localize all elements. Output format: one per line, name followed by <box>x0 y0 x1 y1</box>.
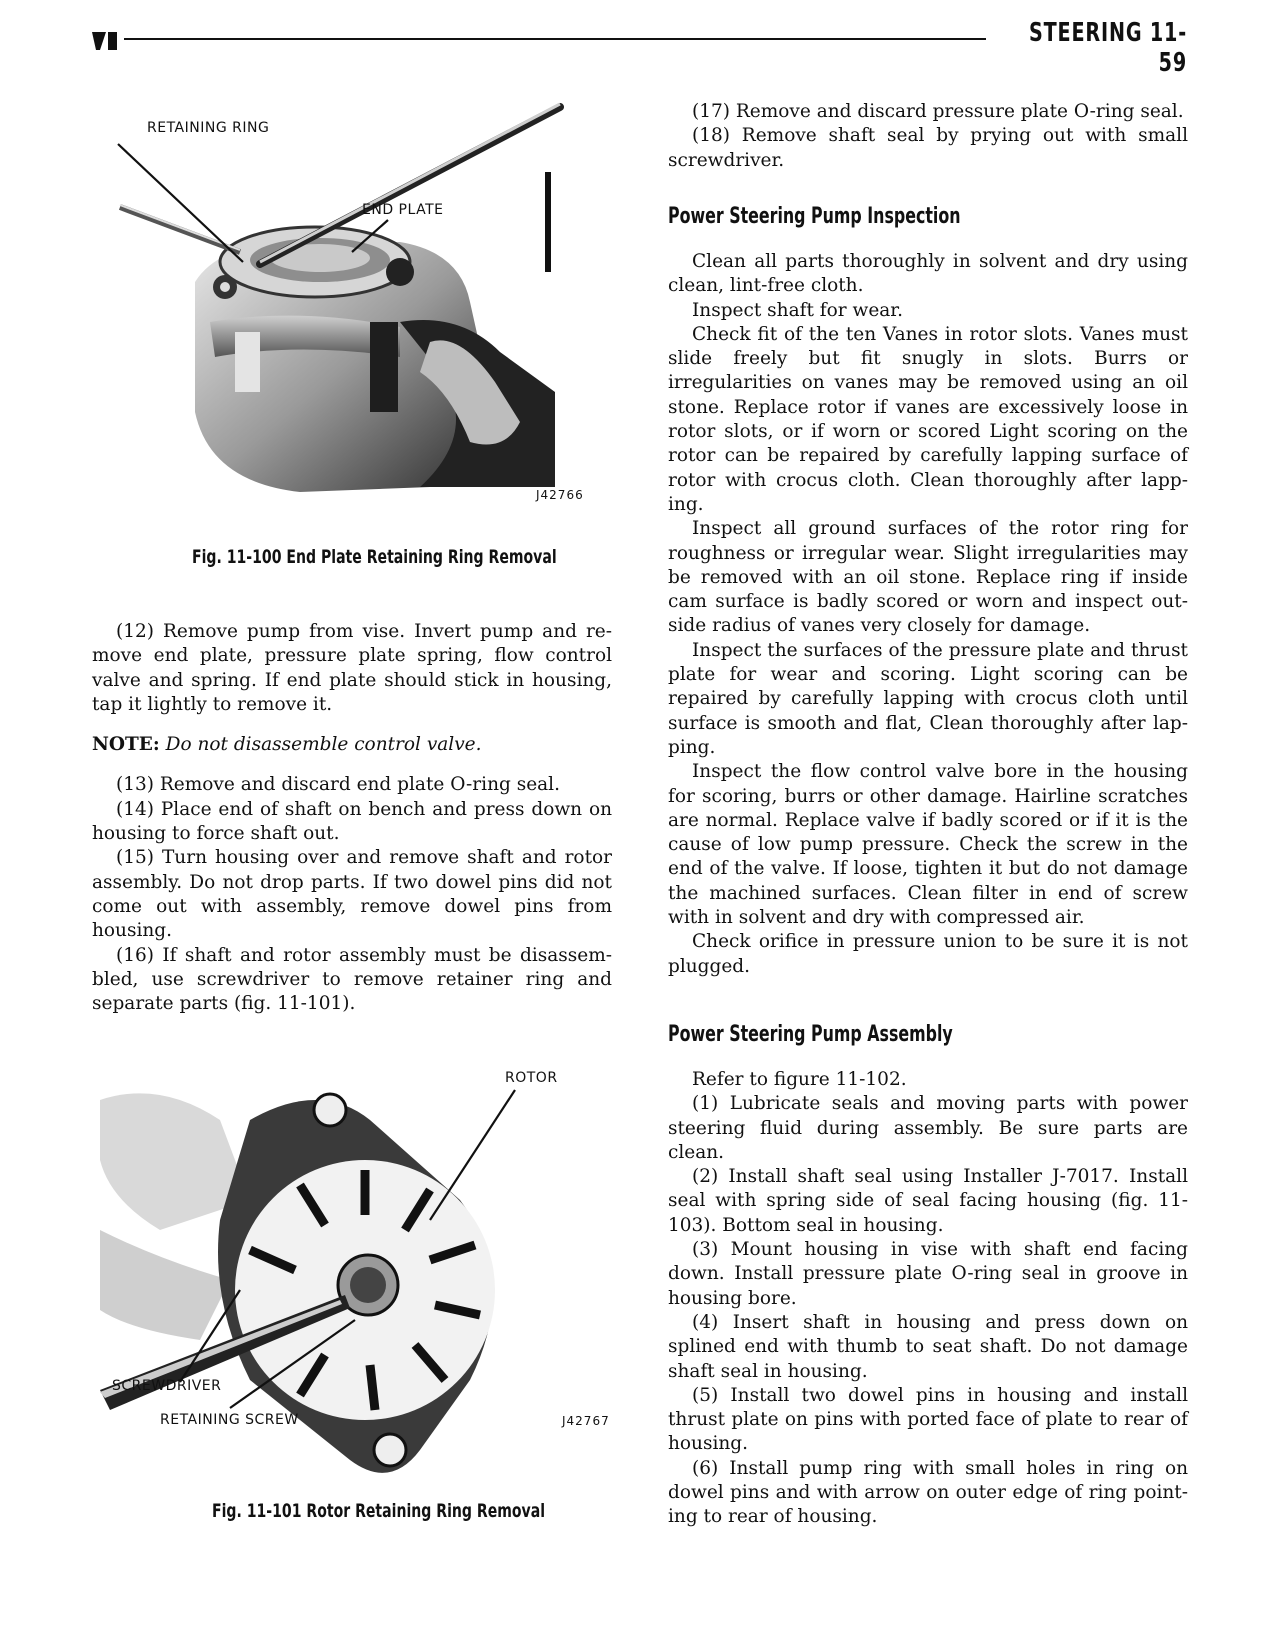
assembly-step: (1) Lubricate seals and moving parts with power steering fluid during assembly. Be sure parts are clean. <box>668 1093 1188 1163</box>
note-text: Do not disassemble control valve. <box>165 734 482 756</box>
rotor-photo <box>100 1080 610 1490</box>
figure-id: J42766 <box>536 488 584 502</box>
left-column <box>92 620 612 1016</box>
figure-id: J42767 <box>562 1414 610 1428</box>
step-13: (13) Remove and discard end plate O-ring seal. <box>116 774 560 796</box>
figure-11-100 <box>100 92 610 512</box>
right-column-inspection <box>668 250 1188 979</box>
label-rotor: ROTOR <box>505 1070 558 1086</box>
label-retaining-screw: RETAINING SCREW <box>160 1412 299 1428</box>
assembly-step: (5) Install two dowel pins in housing and install thrust plate on pins with ported face of plate to rear of housing. <box>668 1384 1188 1455</box>
step-17: (17) Remove and discard pressure plate O-ring seal. <box>692 101 1184 122</box>
inspection-step: Check fit of the ten Vanes in rotor slots. Vanes must slide freely but fit snugly in slots. Burrs or irregularities on vanes may be removed using an oil stone. Replace rotor if vanes are excessively loose in rotor slots, or if worn or scored Light scoring on the rotor can be repaired by carefully lapping surface of rotor with crocus cloth. Clean thoroughly after lapp-ing. <box>668 323 1188 515</box>
figure-caption: Fig. 11-101 Rotor Retaining Ring Removal <box>212 1500 546 1522</box>
assembly-step: (6) Install pump ring with small holes in ring on dowel pins and with arrow on outer edge of ring point-ing to rear of housing. <box>668 1457 1188 1528</box>
step-18: (18) Remove shaft seal by prying out with small screwdriver. <box>668 125 1188 171</box>
step-15: (15) Turn housing over and remove shaft and rotor assembly. Do not drop parts. If two dowel pins did not come out with assembly, remove dowel pins from housing. <box>92 847 612 942</box>
step-16: (16) If shaft and rotor assembly must be disassem-bled, use screwdriver to remove retainer ring and separate parts (fig. 11-101). <box>92 944 612 1015</box>
figure-caption: Fig. 11-100 End Plate Retaining Ring Removal <box>192 546 557 568</box>
label-end-plate: END PLATE <box>362 202 444 218</box>
page-header-title: STEERING 11-59 <box>1029 18 1187 78</box>
inspection-step: Clean all parts thoroughly in solvent and dry using clean, lint-free cloth. <box>668 251 1188 297</box>
inspection-step: Inspect shaft for wear. <box>692 299 903 321</box>
assembly-step: (2) Install shaft seal using Installer J-7017. Install seal with spring side of seal facing housing (fig. 11-103). Bottom seal in housing. <box>668 1166 1188 1236</box>
right-column-assembly <box>668 1068 1188 1530</box>
assembly-step: (4) Insert shaft in housing and press down on splined end with thumb to seat shaft. Do not damage shaft seal in housing. <box>668 1311 1188 1382</box>
figure-11-101 <box>100 1070 610 1490</box>
inspection-step: Inspect the flow control valve bore in the housing for scoring, burrs or other damage. Hairline scratches are normal. Replace valve if badly scored or if it is the cause of low pump pressure. Check the screw in the end of the valve. If loose, tighten it but do not damage the machined surfaces. Clean filter in end of screw with in solvent and dry with compressed air. <box>668 761 1188 929</box>
assembly-step: (3) Mount housing in vise with shaft end facing down. Install pressure plate O-ring seal in groove in housing bore. <box>668 1239 1188 1309</box>
header-rule <box>124 38 986 40</box>
section-mark-icon <box>92 28 120 50</box>
right-column-top <box>668 100 1188 173</box>
label-retaining-ring: RETAINING RING <box>147 120 270 136</box>
inspection-step: Inspect the surfaces of the pressure plate and thrust plate for wear and scoring. Light scoring can be repaired by carefully lapping with crocus cloth until surface is smooth and flat, Clean thoroughly after lap-ping. <box>668 639 1188 758</box>
inspection-step: Inspect all ground surfaces of the rotor ring for roughness or irregular wear. Slight irregularities may be removed with an oil stone. Replace ring if inside cam surface is badly scored or worn and inspect out-side radius of vanes very closely for damage. <box>668 518 1188 637</box>
section-heading-inspection: Power Steering Pump Inspection <box>668 204 961 229</box>
step-12: (12) Remove pump from vise. Invert pump and re-move end plate, pressure plate spring, flow control valve and spring. If end plate should stick in housing, tap it lightly to remove it. <box>92 621 612 715</box>
end-plate-photo <box>100 92 610 512</box>
assembly-step: Refer to figure 11-102. <box>692 1069 907 1090</box>
section-heading-assembly: Power Steering Pump Assembly <box>668 1022 953 1047</box>
step-14: (14) Place end of shaft on bench and press down on housing to force shaft out. <box>92 798 612 845</box>
note-label: NOTE: <box>92 734 160 756</box>
inspection-step: Check orifice in pressure union to be sure it is not plugged. <box>668 931 1188 977</box>
label-screwdriver: SCREWDRIVER <box>112 1378 222 1394</box>
note <box>92 733 612 757</box>
